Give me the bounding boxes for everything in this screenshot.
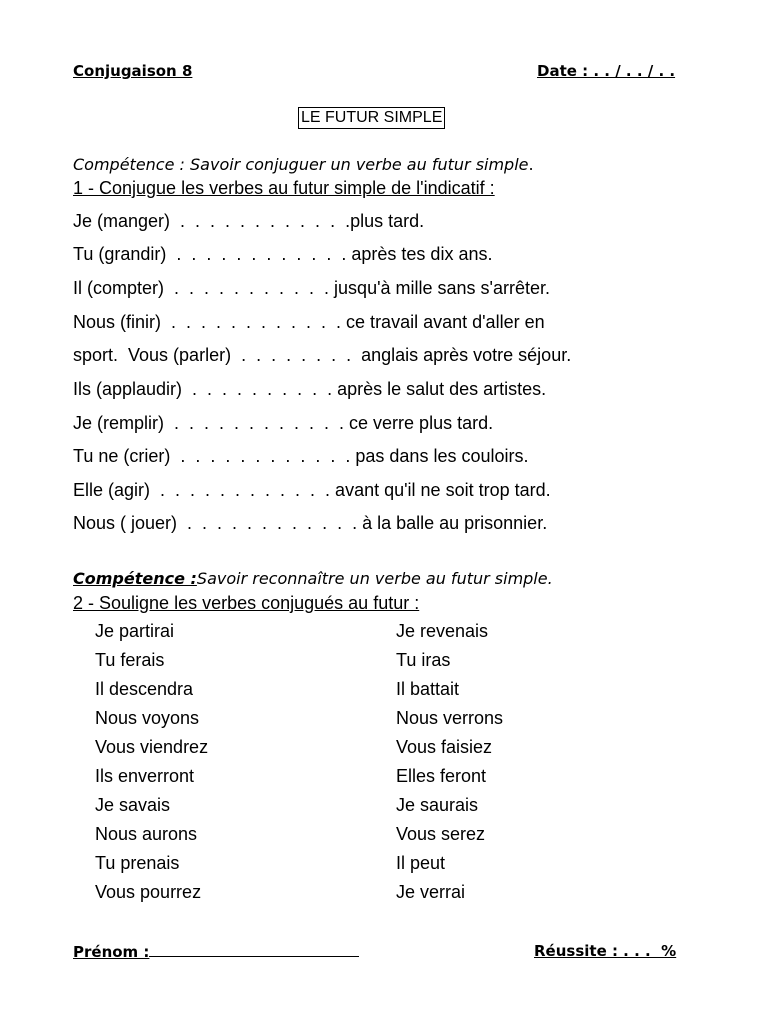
exercise-line: Nous ( jouer) . . . . . . . . . . . . à la balle au prisonnier. (73, 513, 548, 533)
instruction-2: 2 - Souligne les verbes conjugués au futur : (73, 593, 420, 613)
verb-item: Tu iras (396, 650, 451, 670)
exercise-line: Nous (finir) . . . . . . . . . . . . ce travail avant d'aller en (73, 312, 545, 332)
verb-item: Tu ferais (95, 650, 165, 670)
worksheet-number: Conjugaison 8 (73, 62, 193, 80)
verb-item: Vous faisiez (396, 737, 493, 757)
exercise-line: Elle (agir) . . . . . . . . . . . . avant qu'il ne soit trop tard. (73, 480, 551, 500)
verb-item: Elles feront (396, 766, 487, 786)
verb-item: Vous viendrez (95, 737, 209, 757)
verb-item: Je saurais (396, 795, 479, 815)
date-field: Date : . . / . . / . . (537, 62, 676, 80)
verb-item: Il battait (396, 679, 460, 699)
first-name-label: Prénom : (73, 943, 150, 961)
score-field: Réussite : . . . % (534, 942, 677, 960)
page-title: LE FUTUR SIMPLE (298, 107, 445, 129)
first-name-field (73, 942, 359, 961)
competence-2-label: Compétence : (73, 569, 197, 588)
verb-item: Vous serez (396, 824, 486, 844)
competence-1-label: Compétence : (73, 155, 191, 174)
instruction-1: 1 - Conjugue les verbes au futur simple de l'indicatif : (73, 178, 495, 198)
verb-item: Je partirai (95, 621, 175, 641)
verb-item: Je verrai (396, 882, 466, 902)
verb-item: Je revenais (396, 621, 489, 641)
exercise-line: Ils (applaudir) . . . . . . . . . . après le salut des artistes. (73, 379, 547, 399)
exercise-line: Il (compter) . . . . . . . . . . . jusqu'à mille sans s'arrêter. (73, 278, 551, 298)
competence-2 (73, 569, 553, 588)
verb-item: Nous aurons (95, 824, 198, 844)
competence-2-text: Savoir reconnaître un verbe au futur simple. (196, 569, 553, 588)
exercise-line: Tu ne (crier) . . . . . . . . . . . . pas dans les couloirs. (73, 446, 529, 466)
verb-item: Nous verrons (396, 708, 504, 728)
verb-item: Il peut (396, 853, 446, 873)
exercise-line: Je (remplir) . . . . . . . . . . . . ce verre plus tard. (73, 413, 494, 433)
verb-item: Tu prenais (95, 853, 180, 873)
exercise-line: Tu (grandir) . . . . . . . . . . . . après tes dix ans. (73, 244, 493, 264)
exercise-line: Je (manger) . . . . . . . . . . . .plus tard. (73, 211, 425, 231)
first-name-blank (149, 942, 359, 957)
verb-item: Il descendra (95, 679, 194, 699)
verb-item: Nous voyons (95, 708, 200, 728)
verb-item: Ils enverront (95, 766, 195, 786)
verb-item: Je savais (95, 795, 171, 815)
competence-1-text: Savoir conjuguer un verbe au futur simple (190, 155, 529, 174)
competence-1-end: . (528, 155, 534, 174)
competence-1 (73, 155, 534, 174)
verb-item: Vous pourrez (95, 882, 202, 902)
exercise-line: sport. Vous (parler) . . . . . . . . anglais après votre séjour. (73, 345, 572, 365)
